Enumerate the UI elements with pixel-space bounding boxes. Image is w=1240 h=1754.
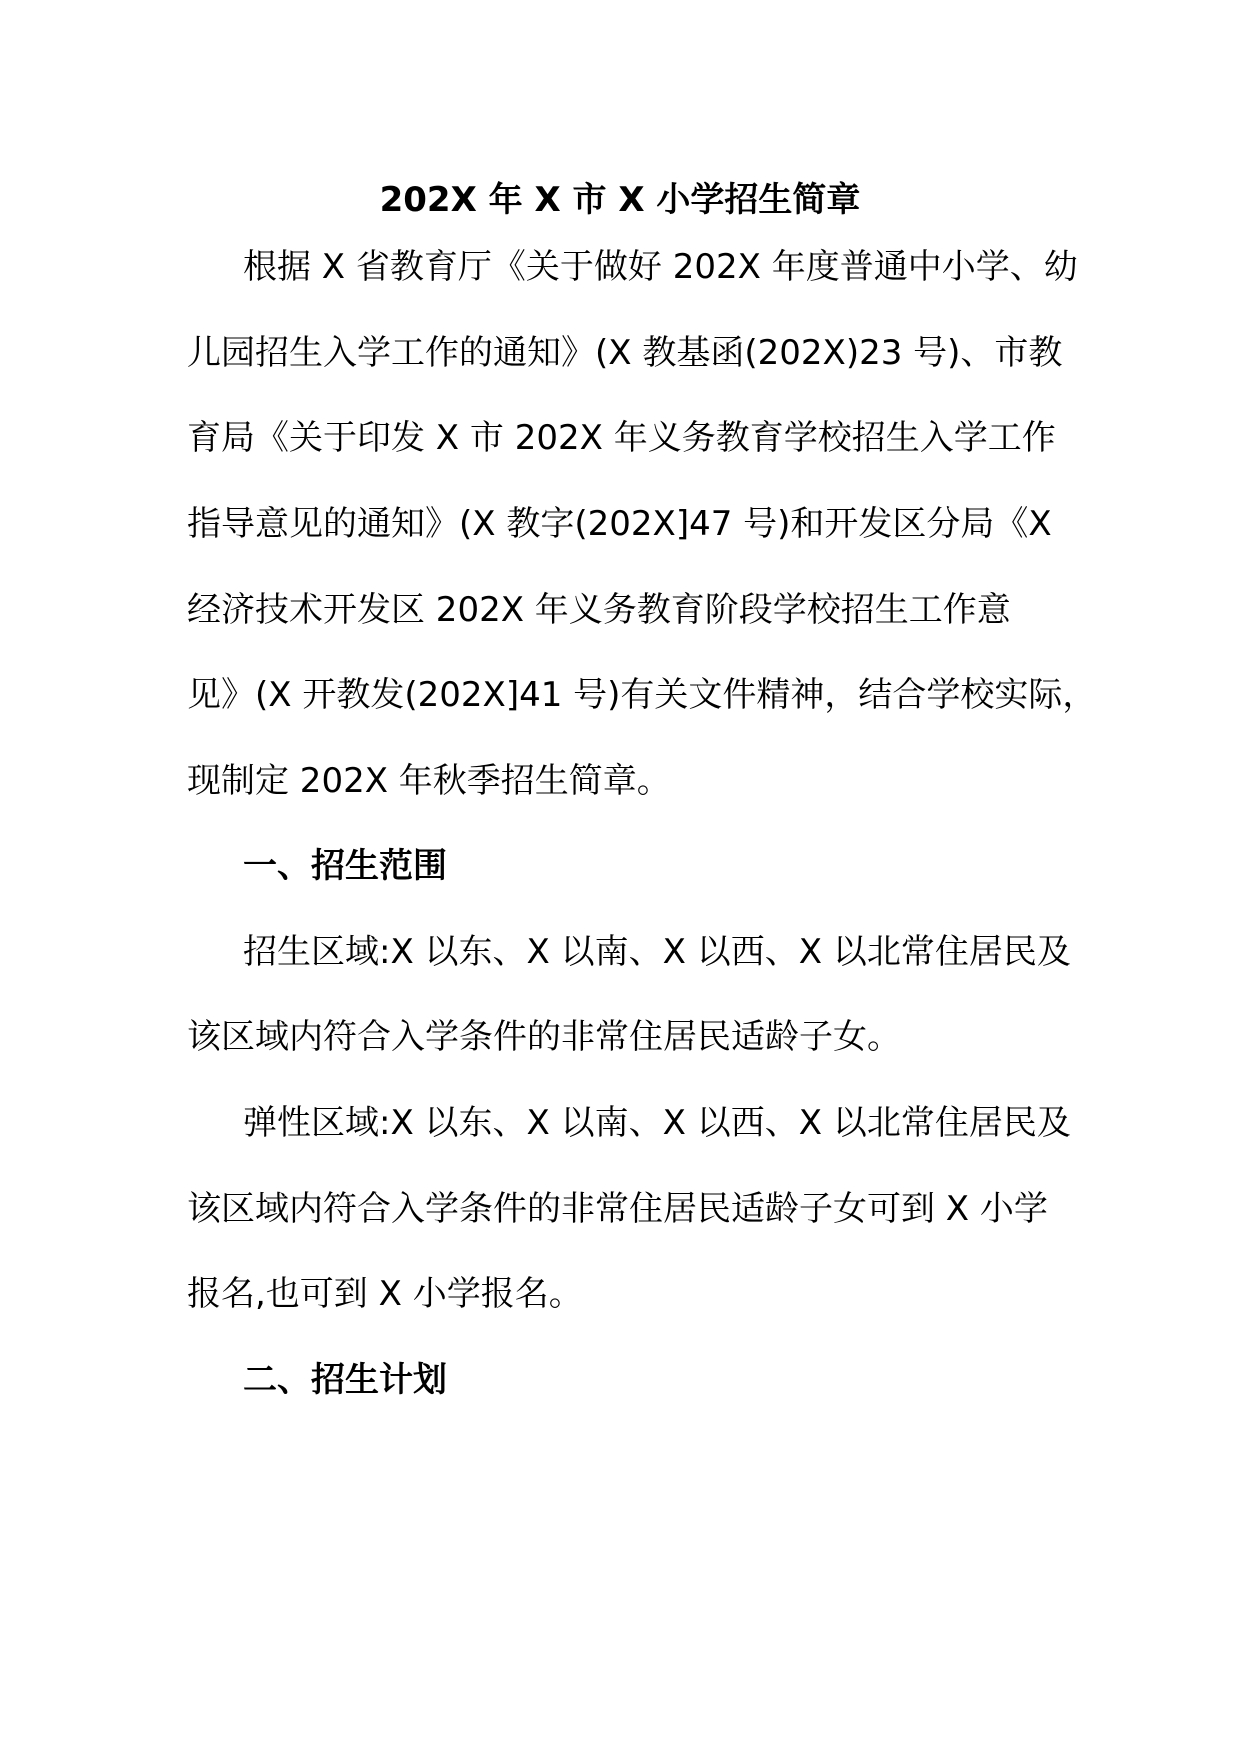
intro-line-4: 指导意见的通知》(X 教字(202X]47 号)和开发区分局《X [187, 504, 1052, 544]
intro-line-6: 见》(X 开教发(202X]41 号)有关文件精神，结合学校实际， [187, 675, 1097, 715]
scope-para1-line-2: 该区域内符合入学条件的非常住居民适龄子女。 [187, 1017, 901, 1057]
scope-para1-line-1: 招生区域:X 以东、X 以南、X 以西、X 以北常住居民及 [243, 932, 1071, 972]
intro-line-1: 根据 X 省教育厅《关于做好 202X 年度普通中小学、幼 [243, 247, 1078, 287]
scope-para2-line-2: 该区域内符合入学条件的非常住居民适龄子女可到 X 小学 [187, 1189, 1048, 1229]
scope-para2-line-1: 弹性区域:X 以东、X 以南、X 以西、X 以北常住居民及 [243, 1103, 1071, 1143]
intro-line-3: 育局《关于印发 X 市 202X 年义务教育学校招生入学工作 [187, 418, 1056, 458]
scope-para2-line-3: 报名,也可到 X 小学报名。 [187, 1274, 583, 1314]
intro-line-2: 儿园招生入学工作的通知》(X 教基函(202X)23 号)、市教 [187, 333, 1063, 373]
section-heading-plan: 二、招生计划 [243, 1360, 447, 1400]
document-title: 202X 年 X 市 X 小学招生简章 [379, 180, 861, 220]
intro-line-5: 经济技术开发区 202X 年义务教育阶段学校招生工作意 [187, 590, 1011, 630]
section-heading-scope: 一、招生范围 [243, 846, 447, 886]
intro-line-7: 现制定 202X 年秋季招生简章。 [187, 761, 671, 801]
